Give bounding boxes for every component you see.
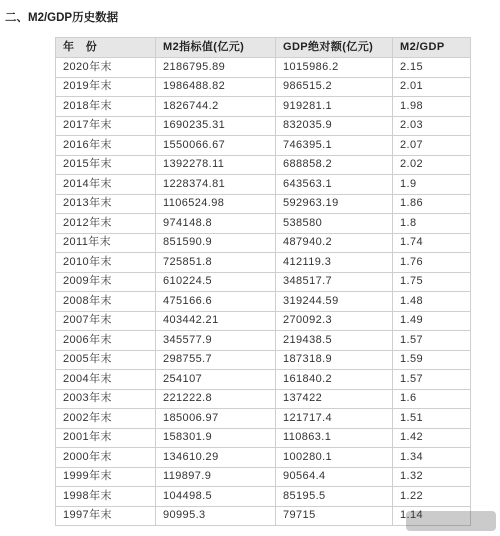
table-row: [56, 155, 471, 175]
cell-m2: 134610.29: [156, 448, 276, 468]
table-header-row: [56, 38, 471, 58]
cell-gdp: 100280.1: [276, 448, 393, 468]
table-row: [56, 331, 471, 351]
cell-year: 2013年末: [56, 194, 156, 214]
cell-m2: 104498.5: [156, 487, 276, 507]
cell-m2: 254107: [156, 370, 276, 390]
cell-year: 1999年末: [56, 467, 156, 487]
cell-gdp: 1015986.2: [276, 58, 393, 78]
cell-year: 2020年末: [56, 58, 156, 78]
table-row: [56, 467, 471, 487]
table-row: [56, 292, 471, 312]
cell-year: 2016年末: [56, 136, 156, 156]
cell-ratio: 2.01: [393, 77, 471, 97]
cell-year: 2005年末: [56, 350, 156, 370]
cell-gdp: 412119.3: [276, 253, 393, 273]
cell-gdp: 319244.59: [276, 292, 393, 312]
cell-year: 2004年末: [56, 370, 156, 390]
table-row: [56, 233, 471, 253]
cell-ratio: 1.86: [393, 194, 471, 214]
cell-ratio: 2.07: [393, 136, 471, 156]
cell-ratio: 1.8: [393, 214, 471, 234]
cell-year: 2008年末: [56, 292, 156, 312]
cell-m2: 1986488.82: [156, 77, 276, 97]
cell-ratio: 1.34: [393, 448, 471, 468]
cell-year: 2014年末: [56, 175, 156, 195]
cell-m2: 1826744.2: [156, 97, 276, 117]
cell-year: 2017年末: [56, 116, 156, 136]
cell-gdp: 832035.9: [276, 116, 393, 136]
table-row: [56, 175, 471, 195]
cell-m2: 119897.9: [156, 467, 276, 487]
cell-gdp: 79715: [276, 506, 393, 526]
table-row: [56, 58, 471, 78]
cell-ratio: 2.03: [393, 116, 471, 136]
cell-gdp: 592963.19: [276, 194, 393, 214]
cell-gdp: 986515.2: [276, 77, 393, 97]
table-row: [56, 194, 471, 214]
cell-ratio: 1.48: [393, 292, 471, 312]
cell-m2: 298755.7: [156, 350, 276, 370]
table-row: [56, 253, 471, 273]
cell-gdp: 919281.1: [276, 97, 393, 117]
cell-ratio: 1.22: [393, 487, 471, 507]
cell-year: 2018年末: [56, 97, 156, 117]
cell-gdp: 643563.1: [276, 175, 393, 195]
table-row: [56, 409, 471, 429]
cell-ratio: 1.14: [393, 506, 471, 526]
cell-m2: 345577.9: [156, 331, 276, 351]
cell-m2: 1228374.81: [156, 175, 276, 195]
cell-m2: 1392278.11: [156, 155, 276, 175]
table-row: [56, 136, 471, 156]
table-row: [56, 389, 471, 409]
cell-ratio: 1.49: [393, 311, 471, 331]
cell-year: 1998年末: [56, 487, 156, 507]
table-row: [56, 116, 471, 136]
cell-year: 2010年末: [56, 253, 156, 273]
cell-gdp: 538580: [276, 214, 393, 234]
cell-gdp: 746395.1: [276, 136, 393, 156]
header-ratio: M2/GDP: [393, 38, 471, 58]
cell-ratio: 2.02: [393, 155, 471, 175]
cell-gdp: 219438.5: [276, 331, 393, 351]
cell-year: 2012年末: [56, 214, 156, 234]
cell-gdp: 110863.1: [276, 428, 393, 448]
cell-ratio: 1.75: [393, 272, 471, 292]
cell-gdp: 487940.2: [276, 233, 393, 253]
table-row: [56, 97, 471, 117]
table-row: [56, 214, 471, 234]
table-row: [56, 350, 471, 370]
cell-ratio: 1.32: [393, 467, 471, 487]
cell-year: 1997年末: [56, 506, 156, 526]
table-row: [56, 428, 471, 448]
cell-year: 2000年末: [56, 448, 156, 468]
cell-ratio: 1.74: [393, 233, 471, 253]
cell-ratio: 1.59: [393, 350, 471, 370]
table-row: [56, 272, 471, 292]
cell-gdp: 270092.3: [276, 311, 393, 331]
cell-gdp: 90564.4: [276, 467, 393, 487]
cell-m2: 1106524.98: [156, 194, 276, 214]
watermark-overlay: [406, 511, 496, 531]
cell-year: 2006年末: [56, 331, 156, 351]
m2-gdp-table: [55, 37, 471, 526]
cell-year: 2001年末: [56, 428, 156, 448]
cell-gdp: 137422: [276, 389, 393, 409]
cell-m2: 475166.6: [156, 292, 276, 312]
cell-gdp: 348517.7: [276, 272, 393, 292]
header-gdp: GDP绝对额(亿元): [276, 38, 393, 58]
cell-m2: 725851.8: [156, 253, 276, 273]
cell-m2: 974148.8: [156, 214, 276, 234]
cell-gdp: 688858.2: [276, 155, 393, 175]
cell-m2: 1690235.31: [156, 116, 276, 136]
cell-year: 2007年末: [56, 311, 156, 331]
cell-ratio: 1.51: [393, 409, 471, 429]
table-row: [56, 370, 471, 390]
cell-year: 2015年末: [56, 155, 156, 175]
cell-ratio: 2.15: [393, 58, 471, 78]
cell-gdp: 85195.5: [276, 487, 393, 507]
cell-gdp: 187318.9: [276, 350, 393, 370]
table-row: [56, 77, 471, 97]
cell-gdp: 121717.4: [276, 409, 393, 429]
cell-m2: 90995.3: [156, 506, 276, 526]
cell-ratio: 1.98: [393, 97, 471, 117]
cell-m2: 851590.9: [156, 233, 276, 253]
cell-year: 2003年末: [56, 389, 156, 409]
section-title: 二、M2/GDP历史数据: [5, 12, 119, 24]
table-body: [56, 58, 471, 526]
table-row: [56, 311, 471, 331]
cell-m2: 221222.8: [156, 389, 276, 409]
cell-ratio: 1.42: [393, 428, 471, 448]
cell-gdp: 161840.2: [276, 370, 393, 390]
cell-m2: 610224.5: [156, 272, 276, 292]
cell-ratio: 1.57: [393, 331, 471, 351]
cell-year: 2011年末: [56, 233, 156, 253]
cell-ratio: 1.57: [393, 370, 471, 390]
cell-m2: 158301.9: [156, 428, 276, 448]
table-row: [56, 448, 471, 468]
header-year: 年 份: [56, 38, 156, 58]
cell-ratio: 1.76: [393, 253, 471, 273]
cell-m2: 2186795.89: [156, 58, 276, 78]
table-header: [56, 38, 471, 58]
cell-year: 2009年末: [56, 272, 156, 292]
cell-m2: 1550066.67: [156, 136, 276, 156]
cell-year: 2002年末: [56, 409, 156, 429]
cell-year: 2019年末: [56, 77, 156, 97]
header-m2: M2指标值(亿元): [156, 38, 276, 58]
cell-ratio: 1.9: [393, 175, 471, 195]
cell-ratio: 1.6: [393, 389, 471, 409]
cell-m2: 185006.97: [156, 409, 276, 429]
table-row: [56, 487, 471, 507]
cell-m2: 403442.21: [156, 311, 276, 331]
